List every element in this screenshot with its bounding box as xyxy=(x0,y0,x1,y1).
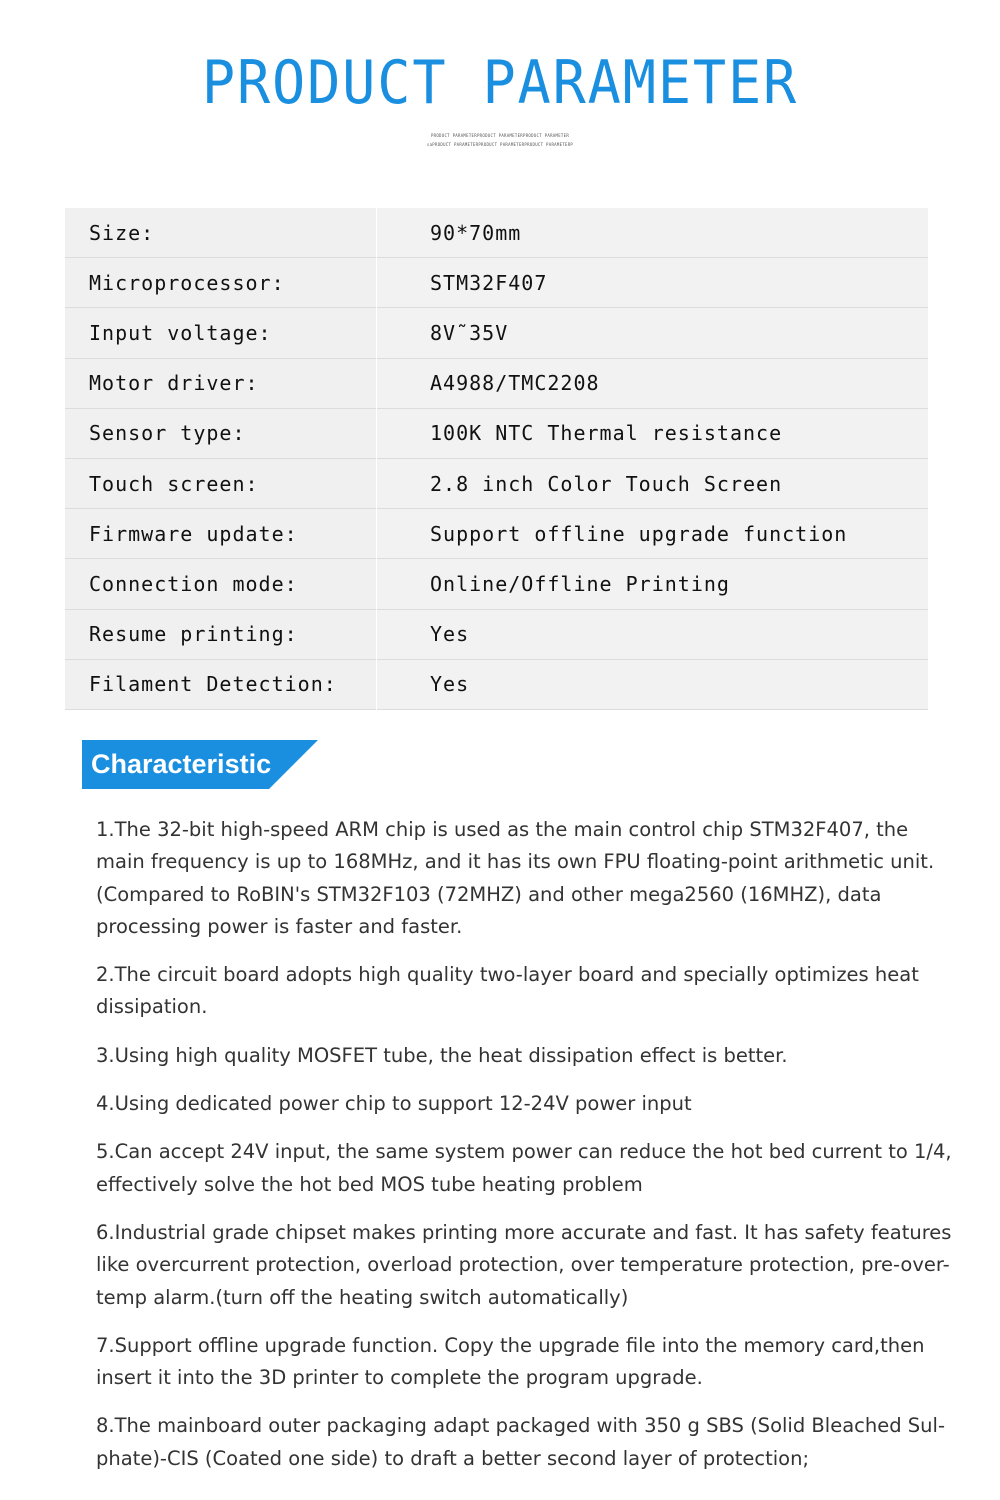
table-row xyxy=(65,409,928,459)
column-divider xyxy=(376,208,377,710)
param-label: Microprocessor: xyxy=(65,258,376,307)
list-item: 7.Support offline upgrade function. Copy the upgrade file into the memory card,then insert it into the 3D printer to complete the program upgrade. xyxy=(96,1333,925,1390)
table-row xyxy=(65,559,928,609)
param-label: Sensor type: xyxy=(65,409,376,458)
param-label: Connection mode: xyxy=(65,559,376,608)
table-row xyxy=(65,359,928,409)
list-item: 1.The 32-bit high-speed ARM chip is used as the main control chip STM32F407, the main frequency is up to 168MHz, and it has its own FPU floating-point arithmetic unit. (Compared to RoBIN's STM32F103 (72MHZ) and other mega2560 (16MHZ), data processing power is faster and faster. xyxy=(96,818,935,938)
param-label: Motor driver: xyxy=(65,359,376,408)
table-row xyxy=(65,258,928,308)
characteristic-banner xyxy=(82,740,318,789)
characteristic-list xyxy=(96,814,956,1491)
list-item: 6.Industrial grade chipset makes printing more accurate and fast. It has safety features like overcurrent protection, overload protection, over temperature protection, pre-over-temp alarm.(turn off the heating switch automatically) xyxy=(96,1220,952,1309)
param-label: Firmware update: xyxy=(65,509,376,558)
section-heading: Characteristic xyxy=(91,749,272,779)
param-value: Yes xyxy=(376,660,928,709)
param-value: 8V˜35V xyxy=(376,308,928,357)
param-value: Support offline upgrade function xyxy=(376,509,928,558)
list-item: 4.Using dedicated power chip to support 12-24V power input xyxy=(96,1092,692,1116)
param-value: A4988/TMC2208 xyxy=(376,359,928,408)
page-subtitle-line-1: PRODUCT PARAMETERPRODUCT PARAMETERPRODUCT PARAMETER xyxy=(430,133,570,138)
param-value: 2.8 inch Color Touch Screen xyxy=(376,459,928,508)
param-value: 100K NTC Thermal resistance xyxy=(376,409,928,458)
list-item: 8.The mainboard outer packaging adapt packaged with 350 g SBS (Solid Bleached Sul-phate)-CIS (Coated one side) to draft a better second layer of protection; xyxy=(96,1414,945,1470)
list-item: 2.The circuit board adopts high quality two-layer board and specially optimizes heat dissipation. xyxy=(96,963,919,1019)
list-item: 3.Using high quality MOSFET tube, the heat dissipation effect is better. xyxy=(96,1043,788,1067)
table-row xyxy=(65,459,928,509)
param-label: Filament Detection: xyxy=(65,660,376,709)
param-value: 90*70mm xyxy=(376,208,928,257)
table-row xyxy=(65,509,928,559)
param-value: Online/Offline Printing xyxy=(376,559,928,608)
table-row xyxy=(65,208,928,258)
table-row xyxy=(65,308,928,358)
table-row xyxy=(65,660,928,710)
param-label: Resume printing: xyxy=(65,610,376,659)
param-label: Size: xyxy=(65,208,376,257)
list-item: 5.Can accept 24V input, the same system power can reduce the hot bed current to 1/4, effectively solve the hot bed MOS tube heating problem xyxy=(96,1140,952,1196)
page-subtitle-line-2: saPRODUCT PARAMETERPRODUCT PARAMETERPRODUCT PARAMETERP xyxy=(426,142,574,147)
table-row xyxy=(65,610,928,660)
parameter-table xyxy=(65,208,928,710)
param-label: Touch screen: xyxy=(65,459,376,508)
param-value: Yes xyxy=(376,610,928,659)
param-label: Input voltage: xyxy=(65,308,376,357)
page-title: PRODUCT PARAMETER xyxy=(201,48,799,118)
param-value: STM32F407 xyxy=(376,258,928,307)
